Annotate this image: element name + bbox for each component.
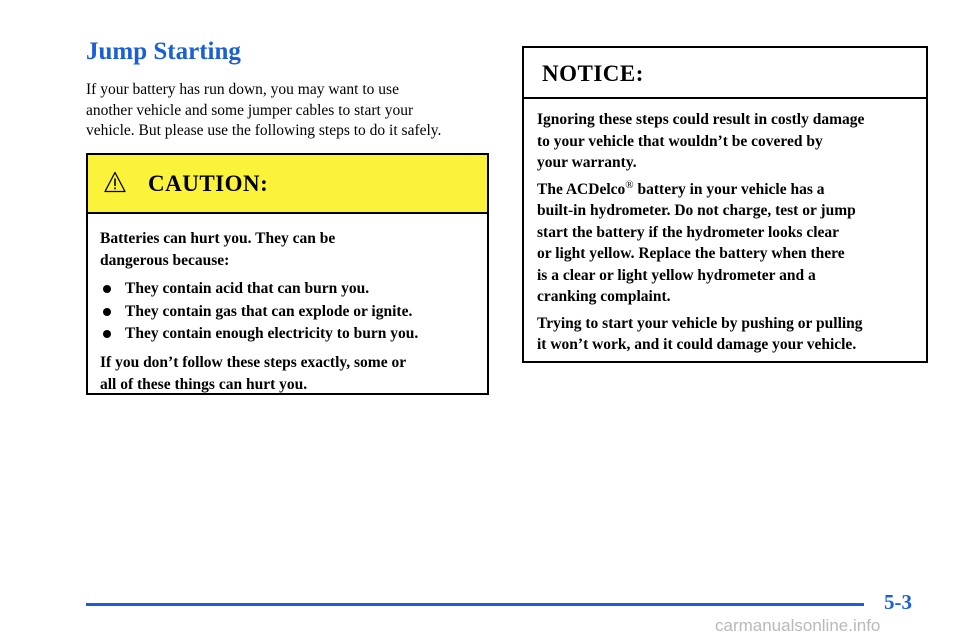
intro-line: another vehicle and some jumper cables to start your bbox=[86, 101, 414, 119]
watermark: carmanualsonline.info bbox=[715, 616, 881, 635]
notice-line: start the battery if the hydrometer looks clear bbox=[537, 223, 840, 241]
notice-line: built-in hydrometer. Do not charge, test or jump bbox=[537, 202, 856, 219]
bullet-icon bbox=[103, 285, 111, 293]
footer-rule bbox=[86, 603, 864, 606]
caution-outro-line: If you don’t follow these steps exactly, some or bbox=[100, 353, 407, 371]
notice-line: Ignoring these steps could result in costly damage bbox=[537, 111, 865, 128]
intro-line: vehicle. But please use the following steps to do it safely. bbox=[86, 122, 442, 139]
intro-paragraph bbox=[86, 80, 496, 142]
caution-bullet-text: They contain gas that can explode or ignite. bbox=[125, 302, 413, 320]
bullet-icon bbox=[103, 330, 111, 338]
page-number: 5-3 bbox=[884, 590, 912, 614]
bullet-icon bbox=[103, 308, 111, 316]
caution-bullet-text: They contain enough electricity to burn you. bbox=[125, 325, 419, 342]
caution-bullet-list bbox=[100, 278, 475, 346]
notice-text: The ACDelco bbox=[537, 180, 626, 198]
notice-box bbox=[522, 46, 928, 363]
warning-triangle-icon bbox=[104, 171, 126, 193]
caution-body bbox=[88, 214, 487, 396]
notice-body bbox=[524, 99, 926, 356]
notice-line: or light yellow. Replace the battery when there bbox=[537, 245, 845, 262]
caution-bullet-item bbox=[100, 301, 475, 324]
caution-header bbox=[88, 155, 487, 214]
caution-bullet-item bbox=[100, 278, 475, 301]
notice-title: NOTICE: bbox=[542, 61, 644, 86]
notice-line: it won’t work, and it could damage your vehicle. bbox=[537, 336, 857, 353]
notice-line: to your vehicle that wouldn’t be covered by bbox=[537, 132, 823, 150]
notice-paragraph bbox=[537, 313, 914, 356]
intro-line: If your battery has run down, you may want to use bbox=[86, 81, 399, 98]
caution-bullet-text: They contain acid that can burn you. bbox=[125, 280, 370, 297]
notice-line: cranking complaint. bbox=[537, 288, 671, 305]
notice-line: Trying to start your vehicle by pushing or pulling bbox=[537, 314, 863, 332]
notice-line: is a clear or light yellow hydrometer and a bbox=[537, 266, 816, 284]
caution-intro-line: dangerous because: bbox=[100, 252, 230, 269]
page-heading: Jump Starting bbox=[86, 38, 241, 65]
notice-paragraph bbox=[537, 179, 914, 308]
notice-line: your warranty. bbox=[537, 154, 637, 171]
caution-title: CAUTION: bbox=[148, 171, 269, 196]
notice-header bbox=[524, 48, 926, 99]
caution-box bbox=[86, 153, 489, 395]
notice-line bbox=[537, 179, 914, 201]
caution-intro-line: Batteries can hurt you. They can be bbox=[100, 230, 336, 247]
caution-bullet-item bbox=[100, 323, 475, 346]
registered-mark: ® bbox=[625, 178, 634, 191]
notice-text: battery in your vehicle has a bbox=[633, 180, 825, 198]
notice-paragraph bbox=[537, 109, 914, 174]
caution-outro-line: all of these things can hurt you. bbox=[100, 375, 308, 393]
